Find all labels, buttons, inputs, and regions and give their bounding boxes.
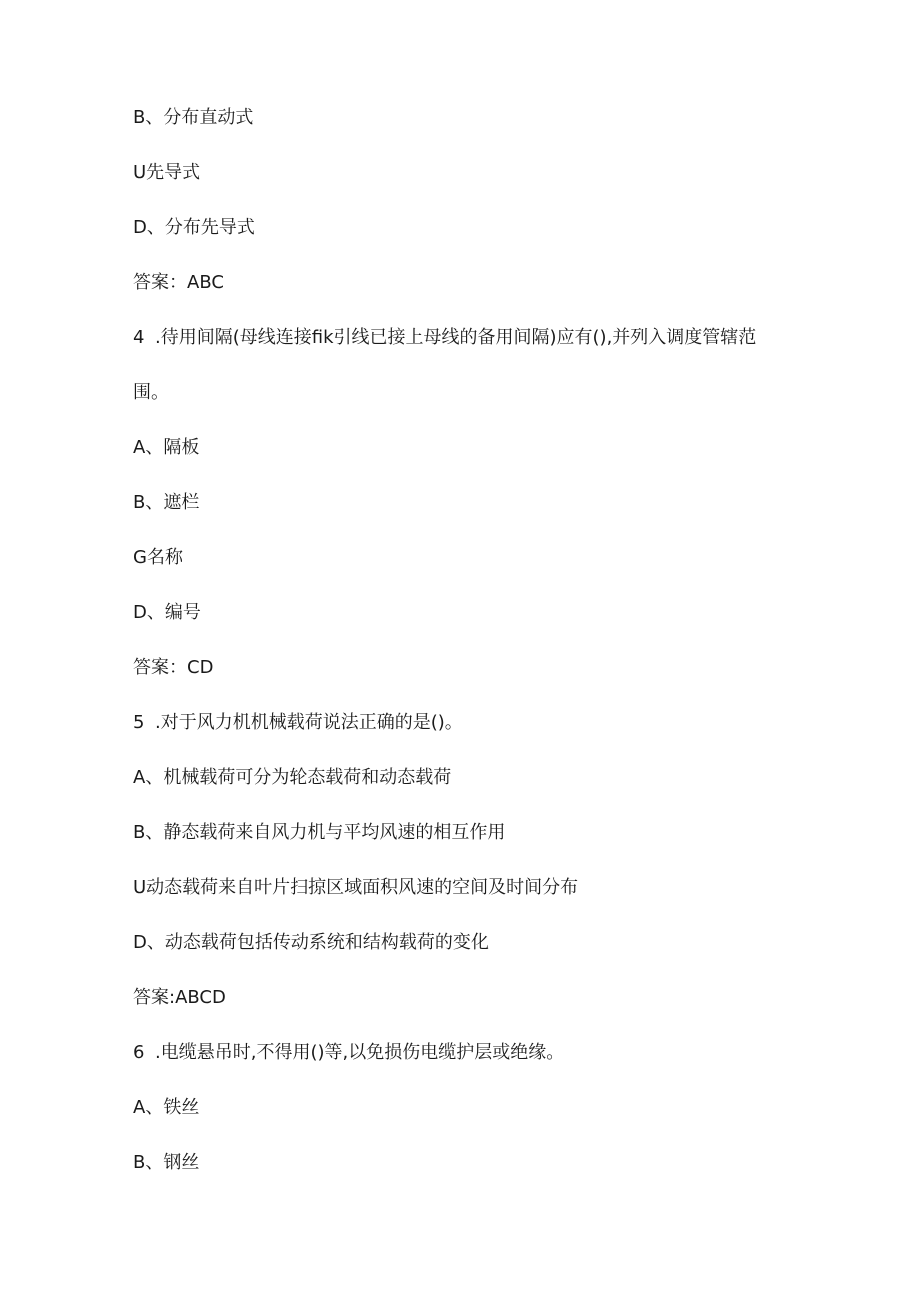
option-c-line: U先导式 bbox=[133, 162, 201, 183]
option-a-line: A、铁丝 bbox=[133, 1097, 200, 1118]
question-6 bbox=[133, 1041, 564, 1065]
option-d-line: D、动态载荷包括传动系统和结构载荷的变化 bbox=[133, 932, 489, 953]
option-a-line: A、隔板 bbox=[133, 437, 200, 458]
option-b-line: B、钢丝 bbox=[133, 1152, 200, 1173]
answer-line: 答案：ABC bbox=[133, 272, 224, 293]
question-number: 4 bbox=[133, 327, 145, 348]
question-4 bbox=[133, 326, 756, 350]
option-d-line: D、分布先导式 bbox=[133, 217, 255, 238]
question-number: 5 bbox=[133, 712, 145, 733]
question-5 bbox=[133, 711, 463, 735]
option-c-line: G名称 bbox=[133, 547, 183, 568]
question-number: 6 bbox=[133, 1042, 145, 1063]
answer-line: 答案:ABCD bbox=[133, 987, 226, 1008]
option-b-line: B、遮栏 bbox=[133, 492, 200, 513]
question-text: .待用间隔(母线连接fik引线已接上母线的备用间隔)应有(),并列入调度管辖范 bbox=[155, 327, 757, 348]
option-b-line: B、静态载荷来自风力机与平均风速的相互作用 bbox=[133, 822, 506, 843]
option-d-line: D、编号 bbox=[133, 602, 201, 623]
question-text: .对于风力机机械载荷说法正确的是()。 bbox=[155, 712, 463, 733]
option-b-line: B、分布直动式 bbox=[133, 107, 254, 128]
option-a-line: A、机械载荷可分为轮态载荷和动态载荷 bbox=[133, 767, 452, 788]
question-text: .电缆悬吊时,不得用()等,以免损伤电缆护层或绝缘。 bbox=[155, 1042, 565, 1063]
answer-line: 答案：CD bbox=[133, 657, 214, 678]
option-c-line: U动态载荷来自叶片扫掠区域面积风速的空间及时间分布 bbox=[133, 877, 579, 898]
question-4-continuation: 围。 bbox=[133, 382, 169, 403]
